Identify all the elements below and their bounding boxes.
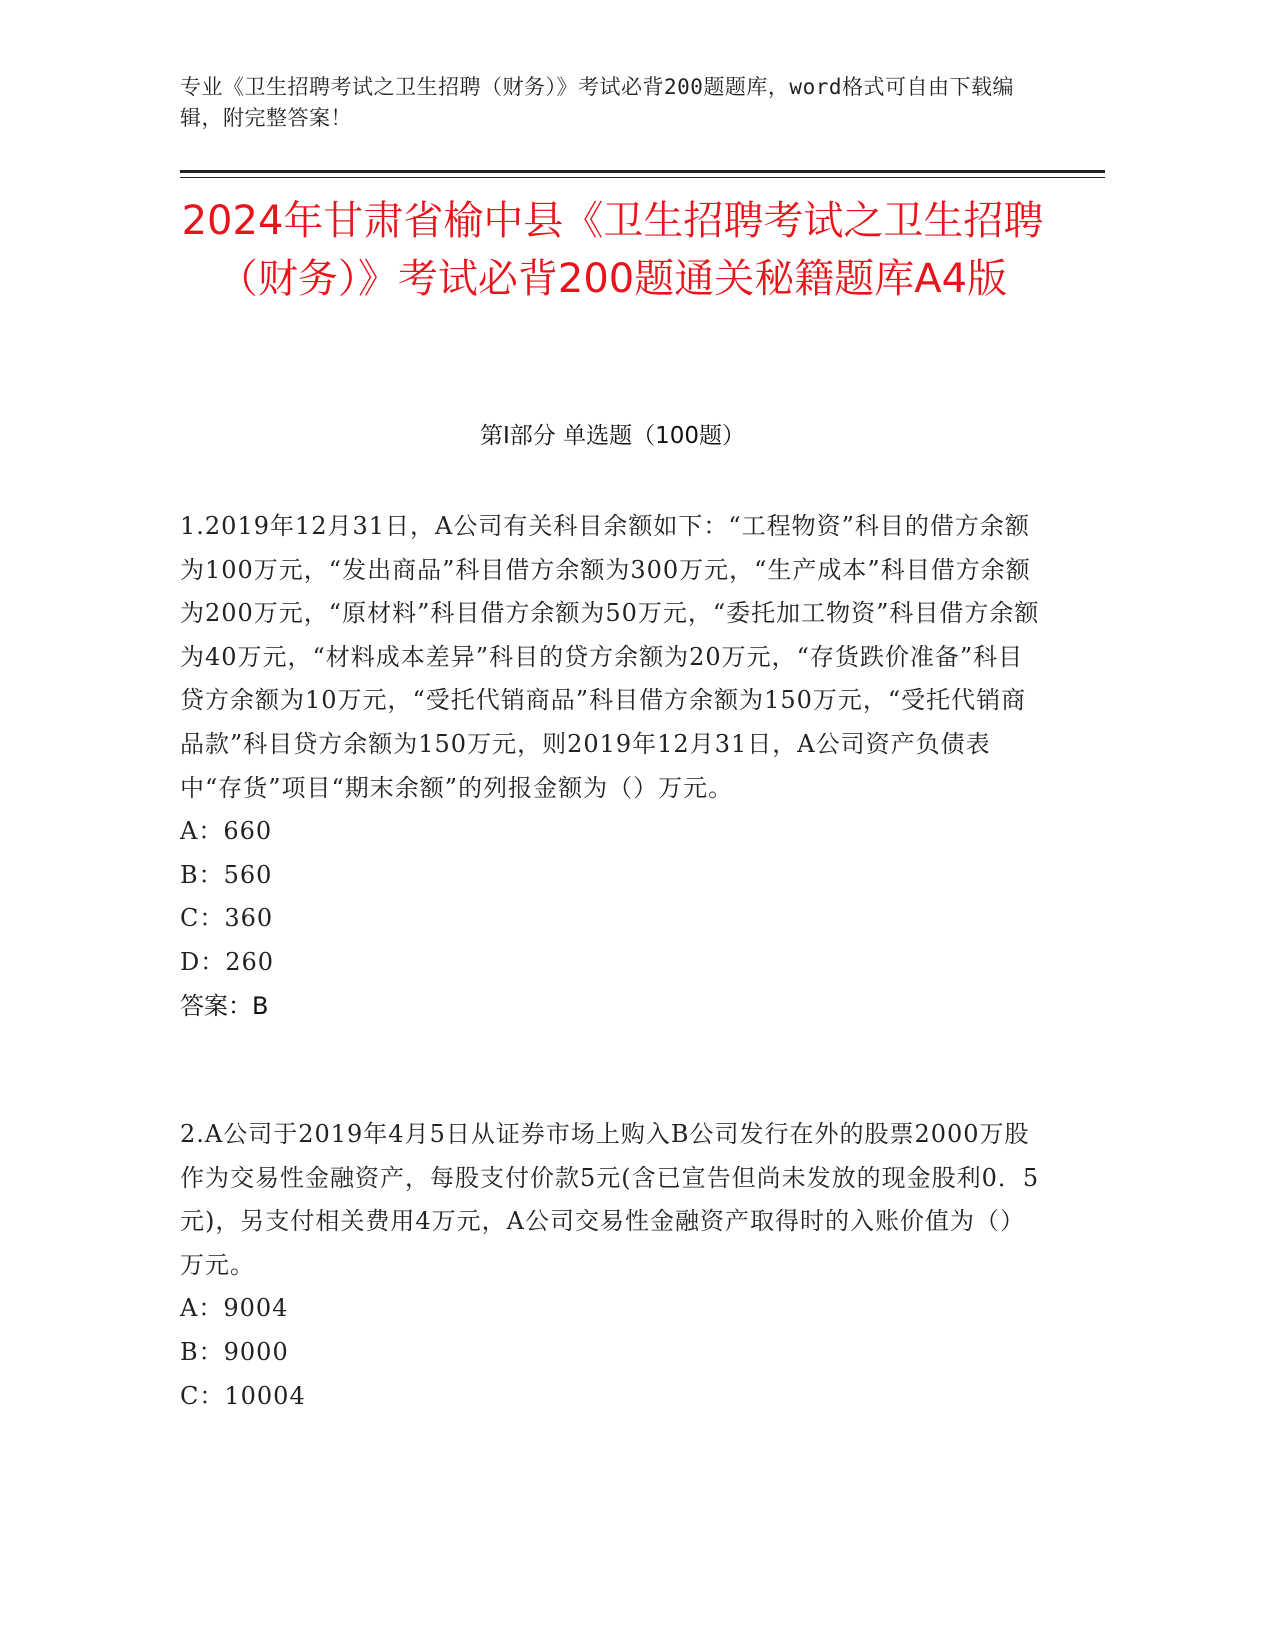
option-d: D：260: [180, 947, 275, 976]
question-2: [180, 1113, 1040, 1418]
option-b: B：560: [180, 860, 273, 889]
option-c: C：360: [180, 904, 274, 933]
question-1: [180, 505, 1040, 1028]
option-a: A：9004: [180, 1294, 289, 1323]
header-divider-thick: [180, 170, 1105, 173]
section-title: 第Ⅰ部分 单选题（100题）: [480, 423, 745, 449]
document-title: 2024年甘肃省榆中县《卫生招聘考试之卫生招聘（财务）》考试必背200题通关秘籍题库A4版: [181, 198, 1044, 302]
answer-label: 答案：B: [180, 991, 269, 1020]
question-stem: 1.2019年12月31日，A公司有关科目余额如下：“工程物资”科目的借方余额为100万元，“发出商品”科目借方余额为300万元，“生产成本”科目借方余额为200万元，“原材料”科目借方余额为50万元，“委托加工物资”科目借方余额为40万元，“材料成本差异”科目的贷方余额为20万元，“存货跌价准备”科目贷方余额为10万元，“受托代销商品”科目借方余额为150万元，“受托代销商品款”科目贷方余额为150万元，则2019年12月31日，A公司资产负债表中“存货”项目“期末余额”的列报金额为（）万元。: [180, 512, 1040, 802]
header-note: 专业《卫生招聘考试之卫生招聘（财务）》考试必背200题题库，word格式可自由下载编辑，附完整答案！: [180, 75, 1014, 130]
option-c: C：10004: [180, 1381, 306, 1410]
header-divider-thin: [180, 177, 1105, 178]
option-a: A：660: [180, 817, 273, 846]
question-stem: 2.A公司于2019年4月5日从证券市场上购入B公司发行在外的股票2000万股作为交易性金融资产，每股支付价款5元(含已宣告但尚未发放的现金股利0．5元)，另支付相关费用4万元，A公司交易性金融资产取得时的入账价值为（）万元。: [180, 1120, 1040, 1279]
option-b: B：9000: [180, 1337, 289, 1366]
